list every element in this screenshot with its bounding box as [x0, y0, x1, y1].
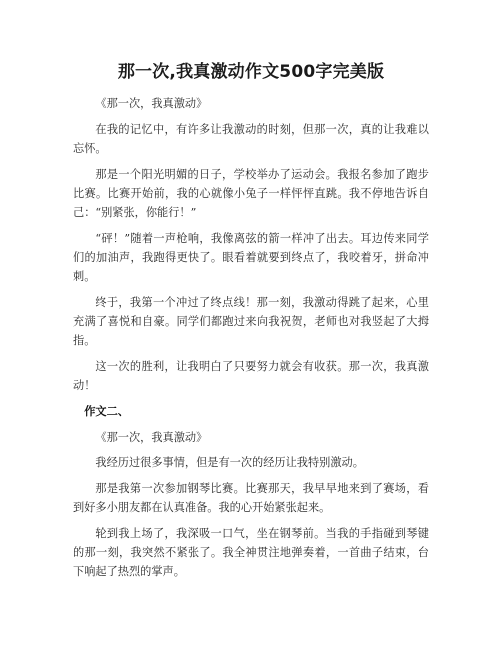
document-title: 那一次,我真激动作文500字完美版 [117, 62, 385, 82]
paragraph: 那是我第一次参加钢琴比赛。比赛那天，我早早地来到了赛场，看到好多小朋友都在认真准备。我的心开始紧张起来。 [73, 481, 429, 515]
essay-subtitle: 《那一次，我真激动》 [95, 430, 208, 444]
paragraph: 轮到我上场了，我深吸一口气，坐在钢琴前。当我的手指碰到琴键的那一刻，我突然不紧张了。我全神贯注地弹奏着，一首曲子结束，台下响起了热烈的掌声。 [73, 526, 429, 579]
document-body [73, 94, 429, 588]
section-heading: 作文二、 [84, 404, 129, 418]
paragraph: 那是一个阳光明媚的日子，学校举办了运动会。我报名参加了跑步比赛。比赛开始前，我的心就像小兔子一样怦怦直跳。我不停地告诉自己：“别紧张，你能行！” [73, 167, 429, 220]
paragraph: 我经历过很多事情，但是有一次的经历让我特别激动。 [95, 456, 364, 470]
paragraph: 这一次的胜利，让我明白了只要努力就会有收获。那一次，我真激动！ [73, 359, 429, 393]
paragraph: 在我的记忆中，有许多让我激动的时刻，但那一次，真的让我难以忘怀。 [73, 122, 429, 155]
paragraph: “砰！”随着一声枪响，我像离弦的箭一样冲了出去。耳边传来同学们的加油声，我跑得更快了。眼看着就要到终点了，我咬着牙，拼命冲刺。 [73, 231, 429, 284]
paragraph: 终于，我第一个冲过了终点线！那一刻，我激动得跳了起来，心里充满了喜悦和自豪。同学们都跑过来向我祝贺，老师也对我竖起了大拇指。 [73, 295, 429, 348]
essay-subtitle: 《那一次，我真激动》 [95, 97, 208, 110]
